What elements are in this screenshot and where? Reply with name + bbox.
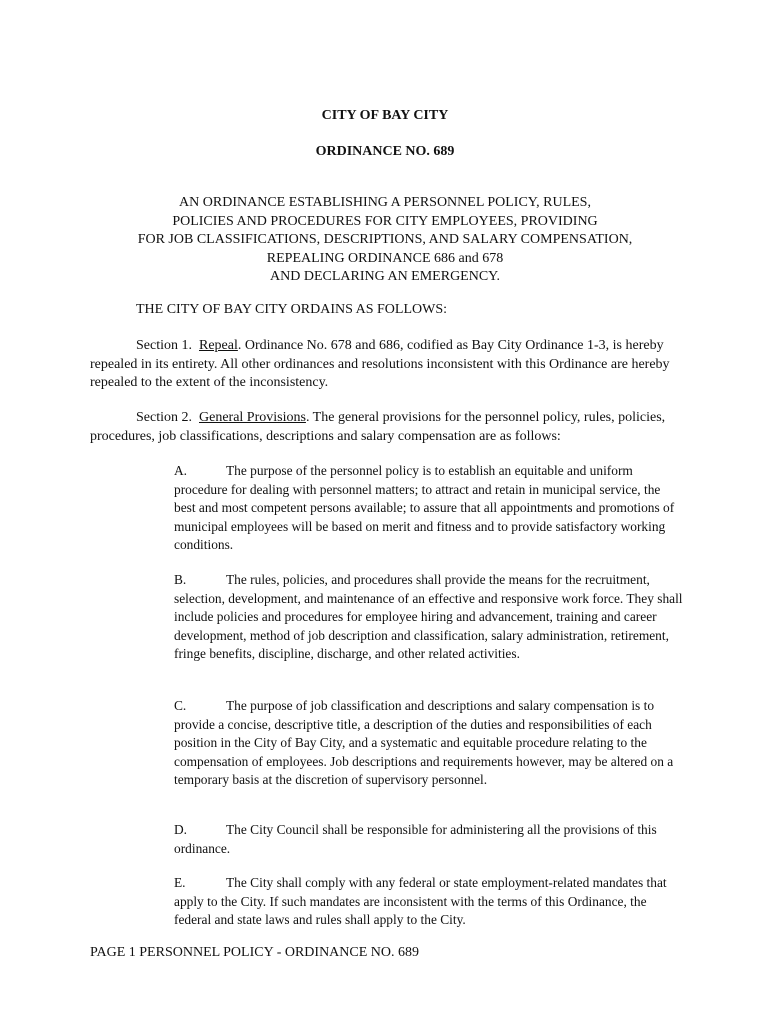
provision-letter: A. — [174, 463, 188, 478]
provision-text: The purpose of job classification and descriptions and salary compensation is to provide a concise, descriptive title, a description of the duties and responsibilities of each position in the City of Bay City, and a systematic and equitable procedure relating to the compensation of employees. Job descriptions and requirements however, may be altered on a temporary basis at the discretion of supervisory personnel. — [174, 698, 674, 787]
caption-line: AND DECLARING AN EMERGENCY. — [270, 269, 500, 284]
provision-a — [174, 462, 684, 555]
section-1 — [90, 337, 670, 393]
section-1-heading: Repeal — [199, 338, 238, 353]
provision-text: The rules, policies, and procedures shall provide the means for the recruitment, selection, development, and maintenance of an effective and responsive work force. They shall include policies and procedures for employee hiring and advancement, training and career development, method of job description and classification, salary administration, retirement, fringe benefits, discipline, discharge, and other related activities. — [174, 572, 683, 661]
ordinance-caption — [0, 194, 770, 287]
provision-letter: B. — [174, 572, 187, 587]
section-2-label: Section 2. — [136, 410, 192, 425]
caption-line: FOR JOB CLASSIFICATIONS, DESCRIPTIONS, AND SALARY COMPENSATION, — [137, 232, 633, 247]
provision-letter: E. — [174, 875, 186, 890]
section-1-text: . Ordinance No. 678 and 686, codified as Bay City Ordinance 1-3, is hereby repealed in its entirety. All other ordinances and resolutions inconsistent with this Ordinance are hereby repealed to the extent of the inconsistency. — [90, 338, 670, 390]
page-footer: PAGE 1 PERSONNEL POLICY - ORDINANCE NO. 689 — [90, 945, 420, 960]
ordains-statement: THE CITY OF BAY CITY ORDAINS AS FOLLOWS: — [136, 302, 448, 317]
provision-b — [174, 571, 684, 664]
caption-line: REPEALING ORDINANCE 686 and 678 — [266, 250, 504, 266]
provision-text: The purpose of the personnel policy is to establish an equitable and uniform procedure for dealing with personnel matters; to attract and retain in municipal service, the best and most competent persons available; to assure that all appointments and promotions of municipal employees will be based on merit and fitness and to provide satisfactory working conditions. — [174, 463, 675, 552]
ordinance-number: ORDINANCE NO. 689 — [315, 144, 455, 159]
section-1-label: Section 1. — [136, 338, 192, 353]
caption-line: POLICIES AND PROCEDURES FOR CITY EMPLOYEES, PROVIDING — [172, 213, 598, 229]
section-2-heading: General Provisions — [199, 410, 306, 425]
provision-c — [174, 697, 684, 790]
provision-text: The City Council shall be responsible for administering all the provisions of this ordinance. — [174, 822, 657, 856]
section-2-text: . The general provisions for the personnel policy, rules, policies, procedures, job classifications, descriptions and salary compensation are as follows: — [90, 410, 666, 444]
caption-line: AN ORDINANCE ESTABLISHING A PERSONNEL POLICY, RULES, — [179, 195, 591, 210]
provision-e — [174, 874, 684, 930]
section-2 — [90, 409, 670, 446]
city-title: CITY OF BAY CITY — [321, 108, 449, 123]
provision-text: The City shall comply with any federal or state employment-related mandates that apply to the City. If such mandates are inconsistent with the terms of this Ordinance, the federal and state laws and rules shall apply to the City. — [174, 875, 667, 927]
provision-d — [174, 821, 684, 858]
provision-letter: C. — [174, 698, 187, 713]
provision-letter: D. — [174, 822, 188, 837]
